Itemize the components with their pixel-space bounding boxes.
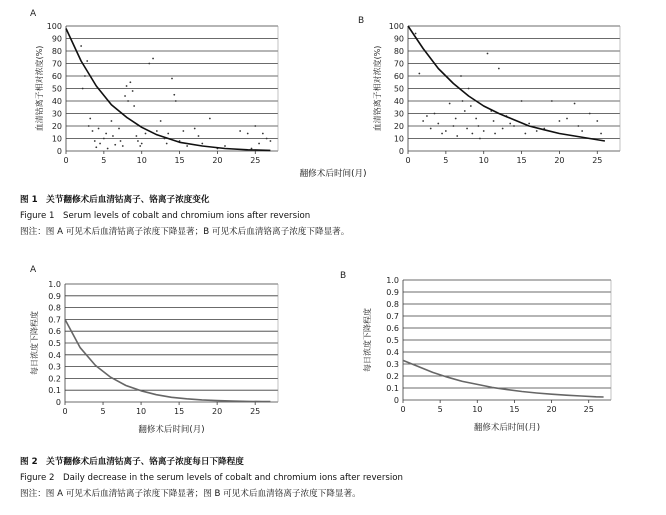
data-point bbox=[124, 95, 126, 97]
data-point bbox=[127, 100, 129, 102]
data-point bbox=[171, 78, 173, 80]
x-tick-label: 25 bbox=[583, 405, 594, 414]
x-tick-label: 15 bbox=[174, 156, 185, 165]
y-tick-label: 10 bbox=[393, 134, 404, 144]
data-point bbox=[198, 135, 200, 137]
y-tick-label: 0.6 bbox=[386, 324, 399, 333]
data-point bbox=[114, 144, 116, 146]
data-point bbox=[502, 128, 504, 130]
data-point bbox=[471, 133, 473, 135]
y-tick-label: 0.2 bbox=[48, 374, 61, 384]
figure1-caption-en: Figure 1 Serum levels of cobalt and chromium ions after reversion bbox=[20, 211, 311, 221]
data-point bbox=[453, 125, 455, 127]
y-axis-label: 每日浓度下降程度 bbox=[30, 311, 39, 375]
data-point bbox=[566, 118, 568, 120]
y-tick-label: 0.2 bbox=[386, 372, 399, 381]
y-tick-label: 50 bbox=[51, 84, 62, 94]
data-point bbox=[449, 103, 451, 105]
y-tick-label: 0.9 bbox=[386, 288, 399, 297]
data-point bbox=[182, 130, 184, 132]
y-tick-label: 20 bbox=[51, 122, 62, 131]
data-point bbox=[524, 133, 526, 135]
figure1-note: 图注：图 A 可见术后血清钴离子浓度下降显著；B 可见术后血清铬离子浓度下降显著。 bbox=[20, 227, 350, 237]
series-line bbox=[403, 360, 604, 397]
x-tick-label: 15 bbox=[509, 405, 520, 414]
data-point bbox=[581, 130, 583, 132]
data-point bbox=[175, 100, 177, 102]
y-tick-label: 20 bbox=[393, 122, 404, 131]
data-point bbox=[270, 140, 272, 142]
x-tick-label: 20 bbox=[554, 156, 565, 165]
y-tick-label: 80 bbox=[393, 47, 404, 56]
fit-curve bbox=[66, 29, 270, 151]
panel-label: B bbox=[358, 16, 365, 26]
data-point bbox=[136, 135, 138, 137]
data-point bbox=[141, 143, 143, 145]
data-point bbox=[186, 145, 188, 147]
y-tick-label: 10 bbox=[51, 134, 62, 144]
data-point bbox=[126, 85, 128, 87]
data-point bbox=[99, 143, 101, 145]
y-tick-label: 0.4 bbox=[48, 350, 61, 360]
y-axis-label: 血清铬离子相对浓度(%) bbox=[373, 45, 382, 132]
data-point bbox=[160, 120, 162, 122]
data-point bbox=[470, 105, 472, 107]
data-point bbox=[536, 130, 538, 132]
x-tick-label: 0 bbox=[62, 407, 68, 416]
y-tick-label: 30 bbox=[51, 109, 62, 119]
data-point bbox=[434, 113, 436, 115]
data-point bbox=[145, 133, 147, 135]
data-point bbox=[105, 133, 107, 135]
data-point bbox=[266, 138, 268, 140]
data-point bbox=[122, 145, 124, 147]
data-point bbox=[479, 138, 481, 140]
x-tick-label: 10 bbox=[135, 407, 147, 416]
y-tick-label: 40 bbox=[393, 97, 404, 106]
x-tick-label: 0 bbox=[400, 405, 406, 414]
data-point bbox=[596, 120, 598, 122]
data-point bbox=[156, 130, 158, 132]
y-tick-label: 40 bbox=[51, 97, 62, 106]
x-tick-label: 15 bbox=[174, 407, 185, 416]
data-point bbox=[152, 58, 154, 60]
x-tick-label: 20 bbox=[546, 405, 557, 414]
data-point bbox=[82, 88, 84, 90]
data-point bbox=[478, 125, 480, 127]
y-tick-label: 80 bbox=[51, 47, 62, 56]
y-tick-label: 50 bbox=[393, 84, 404, 94]
x-tick-label: 25 bbox=[250, 407, 261, 416]
y-tick-label: 0.3 bbox=[48, 362, 61, 372]
x-tick-label: 25 bbox=[250, 156, 261, 165]
data-point bbox=[430, 128, 432, 130]
data-point bbox=[95, 146, 97, 148]
y-tick-label: 0.9 bbox=[48, 291, 61, 301]
x-axis-label: 翻修术后时间(月) bbox=[138, 425, 205, 435]
figure2-caption-cn: 图 2 关节翻修术后血清钴离子、铬离子浓度每日下降程度 bbox=[20, 457, 244, 467]
data-point bbox=[574, 103, 576, 105]
data-point bbox=[464, 110, 466, 112]
data-point bbox=[521, 100, 523, 102]
data-point bbox=[120, 140, 122, 142]
x-tick-label: 5 bbox=[443, 156, 449, 165]
data-point bbox=[589, 113, 591, 115]
figure2-note: 图注：图 A 可见术后血清钴离子浓度下降显著；图 B 可见术后血清铬离子浓度下降显著。 bbox=[20, 489, 361, 499]
data-point bbox=[247, 133, 249, 135]
y-tick-label: 0.1 bbox=[386, 384, 399, 393]
data-point bbox=[498, 68, 500, 70]
data-point bbox=[509, 123, 511, 125]
data-point bbox=[129, 81, 131, 83]
data-point bbox=[422, 120, 424, 122]
data-point bbox=[258, 143, 260, 145]
y-tick-label: 0 bbox=[398, 147, 404, 156]
data-point bbox=[559, 120, 561, 122]
y-tick-label: 100 bbox=[388, 22, 404, 31]
y-tick-label: 0 bbox=[56, 147, 62, 156]
x-tick-label: 25 bbox=[592, 156, 603, 165]
x-tick-label: 15 bbox=[516, 156, 527, 165]
data-point bbox=[92, 130, 94, 132]
data-point bbox=[418, 73, 420, 75]
data-point bbox=[551, 100, 553, 102]
data-point bbox=[528, 123, 530, 125]
data-point bbox=[201, 143, 203, 145]
x-tick-label: 5 bbox=[101, 156, 107, 165]
x-tick-label: 0 bbox=[63, 156, 69, 165]
data-point bbox=[460, 75, 462, 77]
data-point bbox=[493, 120, 495, 122]
data-point bbox=[455, 118, 457, 120]
data-point bbox=[475, 118, 477, 120]
panel-label: A bbox=[30, 9, 37, 19]
data-point bbox=[148, 63, 150, 65]
data-point bbox=[132, 90, 134, 92]
y-axis-label: 血清钴离子相对浓度(%) bbox=[35, 45, 44, 132]
figure2-caption-en: Figure 2 Daily decrease in the serum levels of cobalt and chromium ions after reversion bbox=[20, 473, 403, 483]
data-point bbox=[98, 128, 100, 130]
data-point bbox=[468, 88, 470, 90]
x-tick-label: 0 bbox=[405, 156, 411, 165]
y-axis-label: 每日浓度下降程度 bbox=[363, 308, 372, 372]
y-tick-label: 0.8 bbox=[386, 300, 399, 309]
y-tick-label: 0 bbox=[393, 396, 399, 405]
data-point bbox=[262, 133, 264, 135]
data-point bbox=[137, 140, 139, 142]
data-point bbox=[84, 75, 86, 77]
data-point bbox=[487, 53, 489, 55]
x-tick-label: 10 bbox=[478, 156, 489, 165]
y-tick-label: 0.4 bbox=[386, 348, 399, 357]
panel-label: A bbox=[30, 265, 37, 275]
figure1-shared-xlabel: 翻修术后时间(月) bbox=[299, 169, 367, 179]
y-tick-label: 70 bbox=[51, 59, 62, 69]
data-point bbox=[209, 118, 211, 120]
figure1-caption-cn: 图 1 关节翻修术后血清钴离子、铬离子浓度变化 bbox=[20, 195, 210, 205]
data-point bbox=[80, 45, 82, 47]
data-point bbox=[577, 125, 579, 127]
x-axis-label: 翻修术后时间(月) bbox=[473, 423, 541, 433]
y-tick-label: 1.0 bbox=[48, 280, 61, 289]
data-point bbox=[441, 133, 443, 135]
data-point bbox=[254, 125, 256, 127]
data-point bbox=[466, 128, 468, 130]
x-tick-label: 5 bbox=[100, 407, 106, 416]
data-point bbox=[600, 133, 602, 135]
data-point bbox=[462, 100, 464, 102]
chart-2b bbox=[330, 258, 666, 448]
x-tick-label: 20 bbox=[212, 156, 223, 165]
y-tick-label: 30 bbox=[393, 109, 404, 119]
y-tick-label: 0.5 bbox=[48, 339, 61, 348]
y-tick-label: 0.8 bbox=[48, 303, 61, 313]
y-tick-label: 0.7 bbox=[386, 312, 399, 321]
chart-2a bbox=[0, 260, 300, 450]
data-point bbox=[94, 140, 96, 142]
data-point bbox=[166, 143, 168, 145]
data-point bbox=[89, 118, 91, 120]
series-line bbox=[65, 319, 270, 401]
data-point bbox=[88, 125, 90, 127]
x-tick-label: 5 bbox=[437, 405, 443, 414]
data-point bbox=[86, 60, 88, 62]
data-point bbox=[239, 130, 241, 132]
data-point bbox=[513, 125, 515, 127]
data-point bbox=[224, 145, 226, 147]
y-tick-label: 0 bbox=[55, 398, 61, 407]
y-tick-label: 0.3 bbox=[386, 360, 399, 369]
panel-label: B bbox=[340, 271, 347, 281]
x-tick-label: 10 bbox=[472, 405, 483, 414]
data-point bbox=[167, 133, 169, 135]
y-tick-label: 60 bbox=[393, 72, 404, 81]
y-tick-label: 90 bbox=[393, 34, 404, 44]
chart-1b bbox=[345, 0, 665, 190]
y-tick-label: 1.0 bbox=[386, 276, 399, 285]
y-tick-label: 0.6 bbox=[48, 327, 61, 337]
data-point bbox=[437, 123, 439, 125]
y-tick-label: 90 bbox=[51, 34, 62, 44]
data-point bbox=[426, 115, 428, 117]
data-point bbox=[139, 145, 141, 147]
x-tick-label: 20 bbox=[212, 407, 223, 416]
y-tick-label: 0.1 bbox=[48, 386, 61, 396]
y-tick-label: 100 bbox=[46, 22, 62, 31]
data-point bbox=[456, 135, 458, 137]
data-point bbox=[483, 130, 485, 132]
y-tick-label: 60 bbox=[51, 72, 62, 81]
y-tick-label: 0.5 bbox=[386, 336, 399, 345]
data-point bbox=[111, 120, 113, 122]
x-tick-label: 10 bbox=[136, 156, 147, 165]
data-point bbox=[133, 105, 135, 107]
chart-1a bbox=[0, 0, 300, 190]
data-point bbox=[173, 94, 175, 96]
data-point bbox=[415, 33, 417, 35]
data-point bbox=[107, 148, 109, 150]
data-point bbox=[103, 138, 105, 140]
y-tick-label: 0.7 bbox=[48, 315, 61, 325]
data-point bbox=[112, 135, 114, 137]
data-point bbox=[118, 128, 120, 130]
data-point bbox=[494, 133, 496, 135]
y-tick-label: 70 bbox=[393, 59, 404, 69]
data-point bbox=[194, 128, 196, 130]
data-point bbox=[445, 130, 447, 132]
